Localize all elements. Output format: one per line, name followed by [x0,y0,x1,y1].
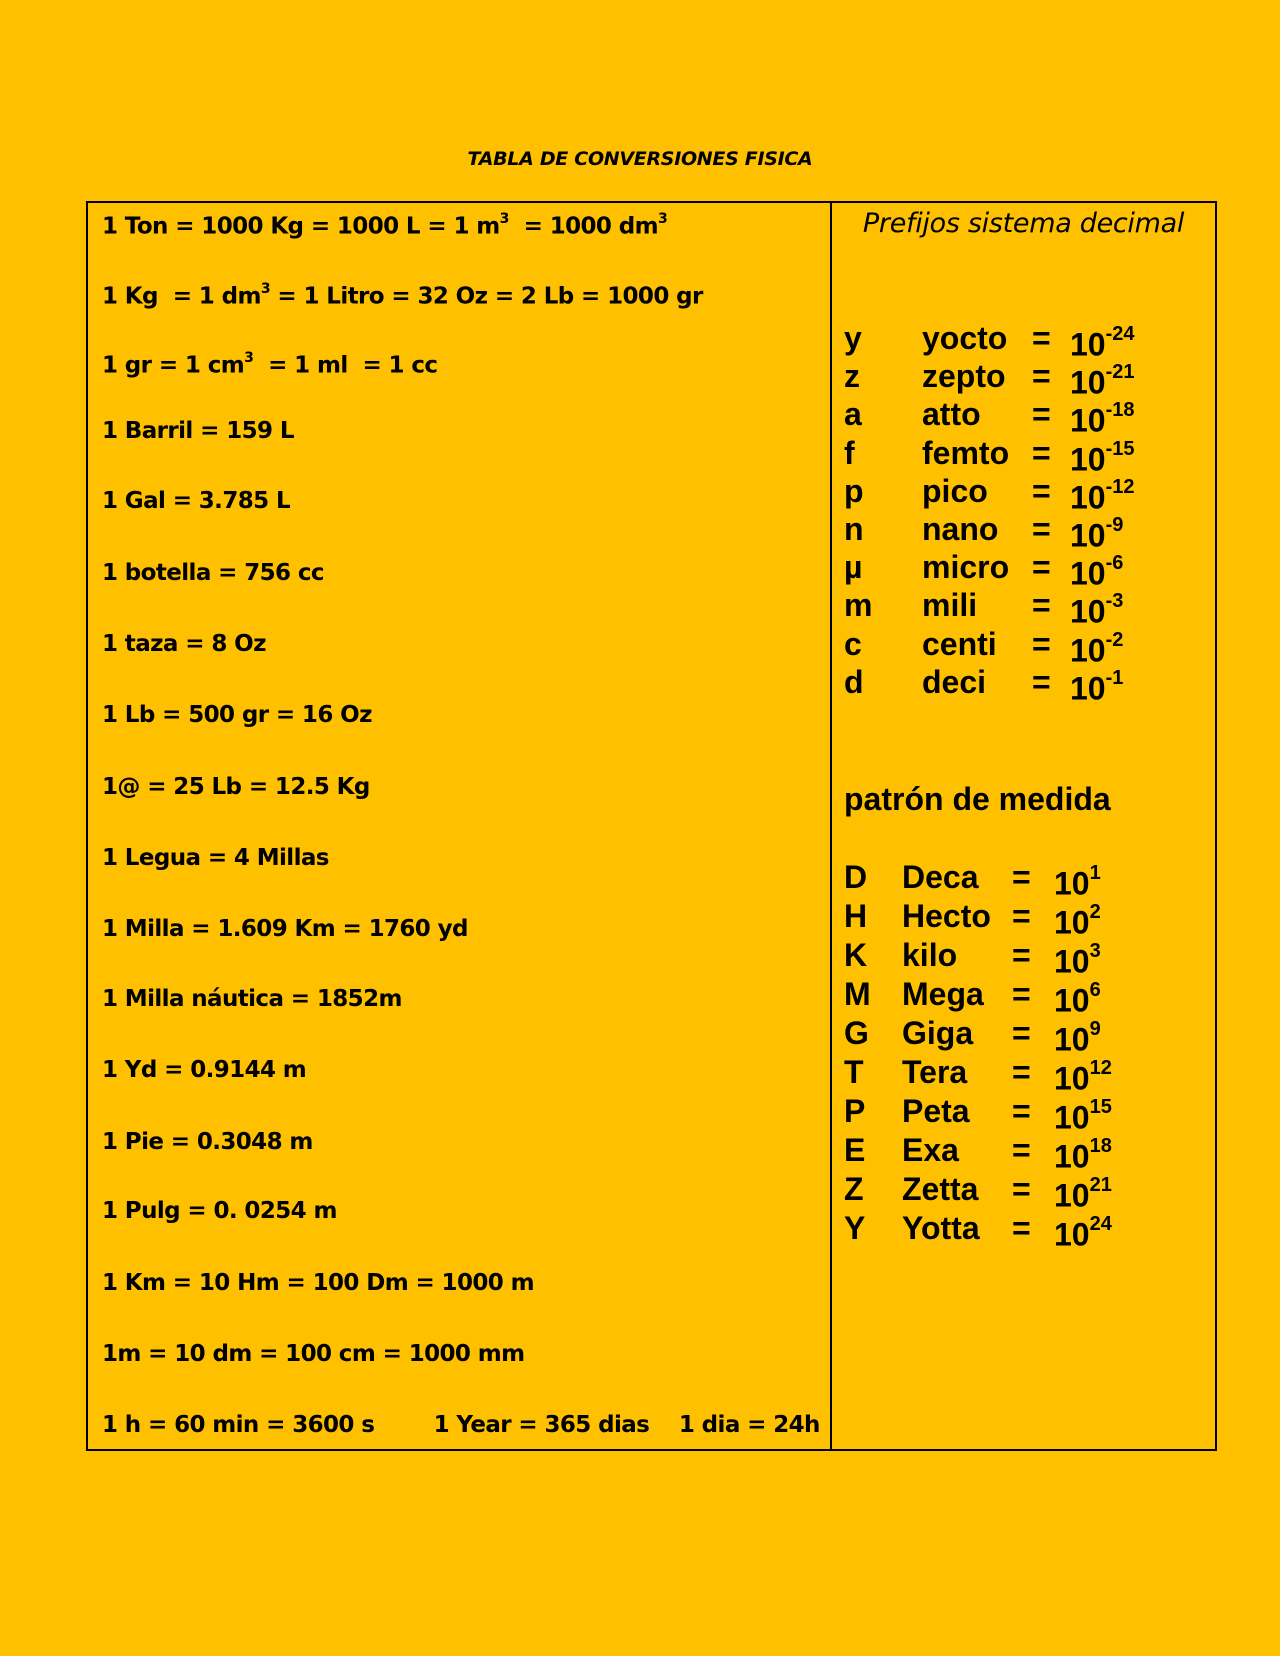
power-exponent: 18 [1089,1135,1112,1157]
conversion-text: 1 gr = 1 cm [102,352,245,379]
prefix-symbol: D [844,859,868,895]
prefix-symbol: p [844,472,864,509]
document-title: TABLA DE CONVERSIONES FISICA [467,148,813,170]
equals-sign: = [1012,1093,1031,1129]
power-exponent: 15 [1089,1096,1112,1118]
power-base: 10 [1070,326,1106,363]
prefix-row [832,1131,1215,1175]
prefix-name: Yotta [902,1210,980,1246]
power-exponent: -6 [1105,552,1124,575]
prefix-name: pico [922,472,988,509]
prefix-symbol: a [844,396,862,433]
power-base: 10 [1054,904,1090,941]
prefix-name: atto [922,396,981,433]
conversion-text: 1 Ton = 1000 Kg = 1000 L = 1 m [102,213,500,240]
patron-heading: patrón de medida [844,781,1111,817]
power-exponent: 24 [1089,1213,1112,1235]
prefix-name: kilo [902,937,958,973]
prefix-row [832,936,1215,980]
equals-sign: = [1032,396,1051,433]
conversion-line [102,1411,820,1439]
prefix-row [832,319,1215,363]
power-exponent: -21 [1105,361,1135,384]
prefix-power [1054,1170,1112,1215]
prefixes-column [832,203,1215,1449]
prefix-symbol: K [844,937,868,973]
prefix-symbol: P [844,1093,866,1129]
prefix-power [1054,1053,1112,1098]
equals-sign: = [1012,1171,1031,1207]
prefix-symbol: Z [844,1171,864,1207]
power-base: 10 [1054,1099,1090,1136]
prefix-symbol: Y [844,1210,866,1246]
conversion-text: 1 h = 60 min = 3600 s 1 Year = 365 dias 1 dia = 24h [102,1412,820,1438]
prefix-name: Hecto [902,898,991,934]
equals-sign: = [1012,976,1031,1012]
equals-sign: = [1032,434,1051,471]
equals-sign: = [1032,663,1051,700]
conversion-line [102,487,290,515]
prefix-name: femto [922,434,1010,471]
prefix-row [832,858,1215,902]
conversion-text: 1 taza = 8 Oz [102,631,266,657]
equals-sign: = [1012,859,1031,895]
power-exponent: 2 [1089,901,1101,923]
prefix-symbol: T [844,1054,864,1090]
power-exponent: 12 [1089,1057,1112,1079]
equals-sign: = [1012,1054,1031,1090]
prefix-row [832,586,1215,631]
prefix-power [1054,1209,1112,1254]
prefix-row [832,1014,1215,1058]
prefix-name: Exa [902,1132,959,1168]
power-exponent: -9 [1105,514,1124,536]
power-exponent: 21 [1089,1174,1112,1196]
exponent: 3 [657,211,668,227]
prefix-symbol: G [844,1015,869,1051]
equals-sign: = [1032,472,1051,509]
prefix-row [832,1092,1215,1136]
power-exponent: 3 [1089,940,1101,962]
power-exponent: -15 [1105,437,1135,460]
conversion-text: 1 Gal = 3.785 L [102,488,290,514]
prefix-power [1070,663,1123,708]
prefix-row [832,663,1215,707]
prefix-row [832,1209,1215,1253]
prefix-row [832,357,1215,401]
exponent: 3 [244,350,254,366]
conversion-text: 1 botella = 756 cc [102,560,324,586]
conversion-text: 1 Lb = 500 gr = 16 Oz [102,702,372,728]
prefix-name: deci [922,663,987,700]
prefix-symbol: z [844,358,860,395]
power-exponent: -3 [1105,590,1124,613]
conversion-line [102,985,402,1013]
prefix-symbol: f [844,434,855,471]
prefix-name: Deca [902,859,979,895]
prefix-row [832,548,1215,592]
prefix-power [1054,858,1101,903]
conversion-line [102,1197,337,1225]
prefix-name: zepto [922,358,1006,395]
conversion-text: 1 Milla náutica = 1852m [102,986,402,1012]
prefix-name: centi [922,625,997,662]
conversion-text: 1 Legua = 4 Millas [102,845,329,871]
power-exponent: -12 [1105,475,1135,498]
conversion-line [102,559,324,587]
power-base: 10 [1070,364,1106,401]
prefix-name: Zetta [902,1171,979,1207]
power-base: 10 [1070,555,1106,592]
power-exponent: 6 [1089,979,1101,1001]
power-exponent: -1 [1105,666,1124,689]
equals-sign: = [1012,937,1031,973]
exponent: 3 [260,281,270,297]
power-base: 10 [1070,632,1106,669]
conversion-text: 1m = 10 dm = 100 cm = 1000 mm [102,1341,525,1367]
power-base: 10 [1070,403,1106,440]
power-base: 10 [1070,441,1106,478]
power-base: 10 [1054,1216,1090,1253]
power-exponent: 9 [1089,1018,1101,1040]
equals-sign: = [1032,587,1051,624]
conversion-line [102,277,703,311]
conversion-line [102,1340,524,1368]
power-exponent: -18 [1105,399,1135,422]
prefix-name: Tera [902,1054,968,1090]
prefix-name: Giga [902,1015,974,1051]
equals-sign: = [1012,1132,1031,1168]
prefix-power [1054,1092,1112,1137]
prefix-row [832,1170,1215,1214]
power-base: 10 [1070,517,1106,554]
prefix-power [1054,897,1101,942]
power-exponent: -24 [1105,323,1135,345]
conversion-text: 1 Yd = 0.9144 m [102,1057,307,1083]
prefix-symbol: H [844,898,868,934]
prefix-symbol: M [844,976,871,1012]
prefix-symbol: c [844,625,862,662]
prefix-row [832,434,1215,478]
power-exponent: -2 [1105,628,1124,651]
conversion-text: 1 Pie = 0.3048 m [102,1129,313,1155]
conversion-line [102,417,294,445]
conversion-line [102,207,667,241]
prefix-symbol: E [844,1132,866,1168]
prefix-name: nano [922,511,999,547]
power-base: 10 [1054,943,1090,980]
prefix-power [1054,936,1101,981]
equals-sign: = [1032,625,1051,662]
prefix-name: Peta [902,1093,970,1129]
prefix-row [832,472,1215,516]
conversion-text: 1 Km = 10 Hm = 100 Dm = 1000 m [102,1270,534,1296]
prefix-row [832,1053,1215,1097]
conversion-text: = 1000 dm [508,213,658,240]
equals-sign: = [1012,1210,1031,1246]
conversion-line [102,1056,306,1084]
power-base: 10 [1054,865,1090,902]
prefix-symbol: d [844,663,864,700]
power-base: 10 [1054,1138,1090,1175]
power-base: 10 [1054,1177,1090,1214]
power-base: 10 [1070,479,1106,516]
power-base: 10 [1054,1060,1090,1097]
prefix-power [1054,1014,1101,1059]
prefix-symbol: y [844,320,862,356]
conversion-text: 1 Kg = 1 dm [102,283,261,310]
prefix-symbol: n [844,511,864,547]
conversion-text: 1@ = 25 Lb = 12.5 Kg [102,774,370,800]
prefix-symbol: µ [844,549,863,586]
conversion-text: = 1 ml = 1 cc [253,352,438,379]
equals-sign: = [1032,511,1051,547]
prefix-name: Mega [902,976,984,1012]
prefix-symbol: m [844,587,873,624]
prefix-row [832,395,1215,440]
prefix-name: yocto [922,320,1008,356]
conversion-line [102,844,329,872]
exponent: 3 [499,211,509,227]
conversion-table [86,201,1217,1451]
conversion-text: 1 Milla = 1.609 Km = 1760 yd [102,916,468,942]
prefix-row [832,510,1215,554]
prefix-row [832,975,1215,1019]
conversion-text: = 1 Litro = 32 Oz = 2 Lb = 1000 gr [270,283,703,310]
conversion-line [102,630,266,658]
conversion-line [102,1269,534,1297]
equals-sign: = [1032,549,1051,586]
conversion-line [102,915,468,943]
power-base: 10 [1070,670,1106,707]
prefix-power [1054,975,1101,1020]
conversion-text: 1 Barril = 159 L [102,418,294,444]
prefix-name: micro [922,549,1010,586]
power-base: 10 [1070,594,1106,631]
equals-sign: = [1032,320,1051,356]
prefixes-heading: Prefijos sistema decimal [862,208,1185,239]
prefix-power [1054,1131,1112,1176]
prefix-row [832,625,1215,669]
power-base: 10 [1054,1021,1090,1058]
equals-sign: = [1032,358,1051,395]
power-exponent: 1 [1089,862,1101,884]
conversion-line [102,1128,313,1156]
prefix-name: mili [922,587,978,624]
equals-sign: = [1012,1015,1031,1051]
power-base: 10 [1054,982,1090,1019]
conversion-line [102,701,372,729]
prefix-row [832,897,1215,941]
equals-sign: = [1012,898,1031,934]
conversion-line [102,346,437,380]
conversion-text: 1 Pulg = 0. 0254 m [102,1198,337,1224]
conversion-line [102,773,370,801]
